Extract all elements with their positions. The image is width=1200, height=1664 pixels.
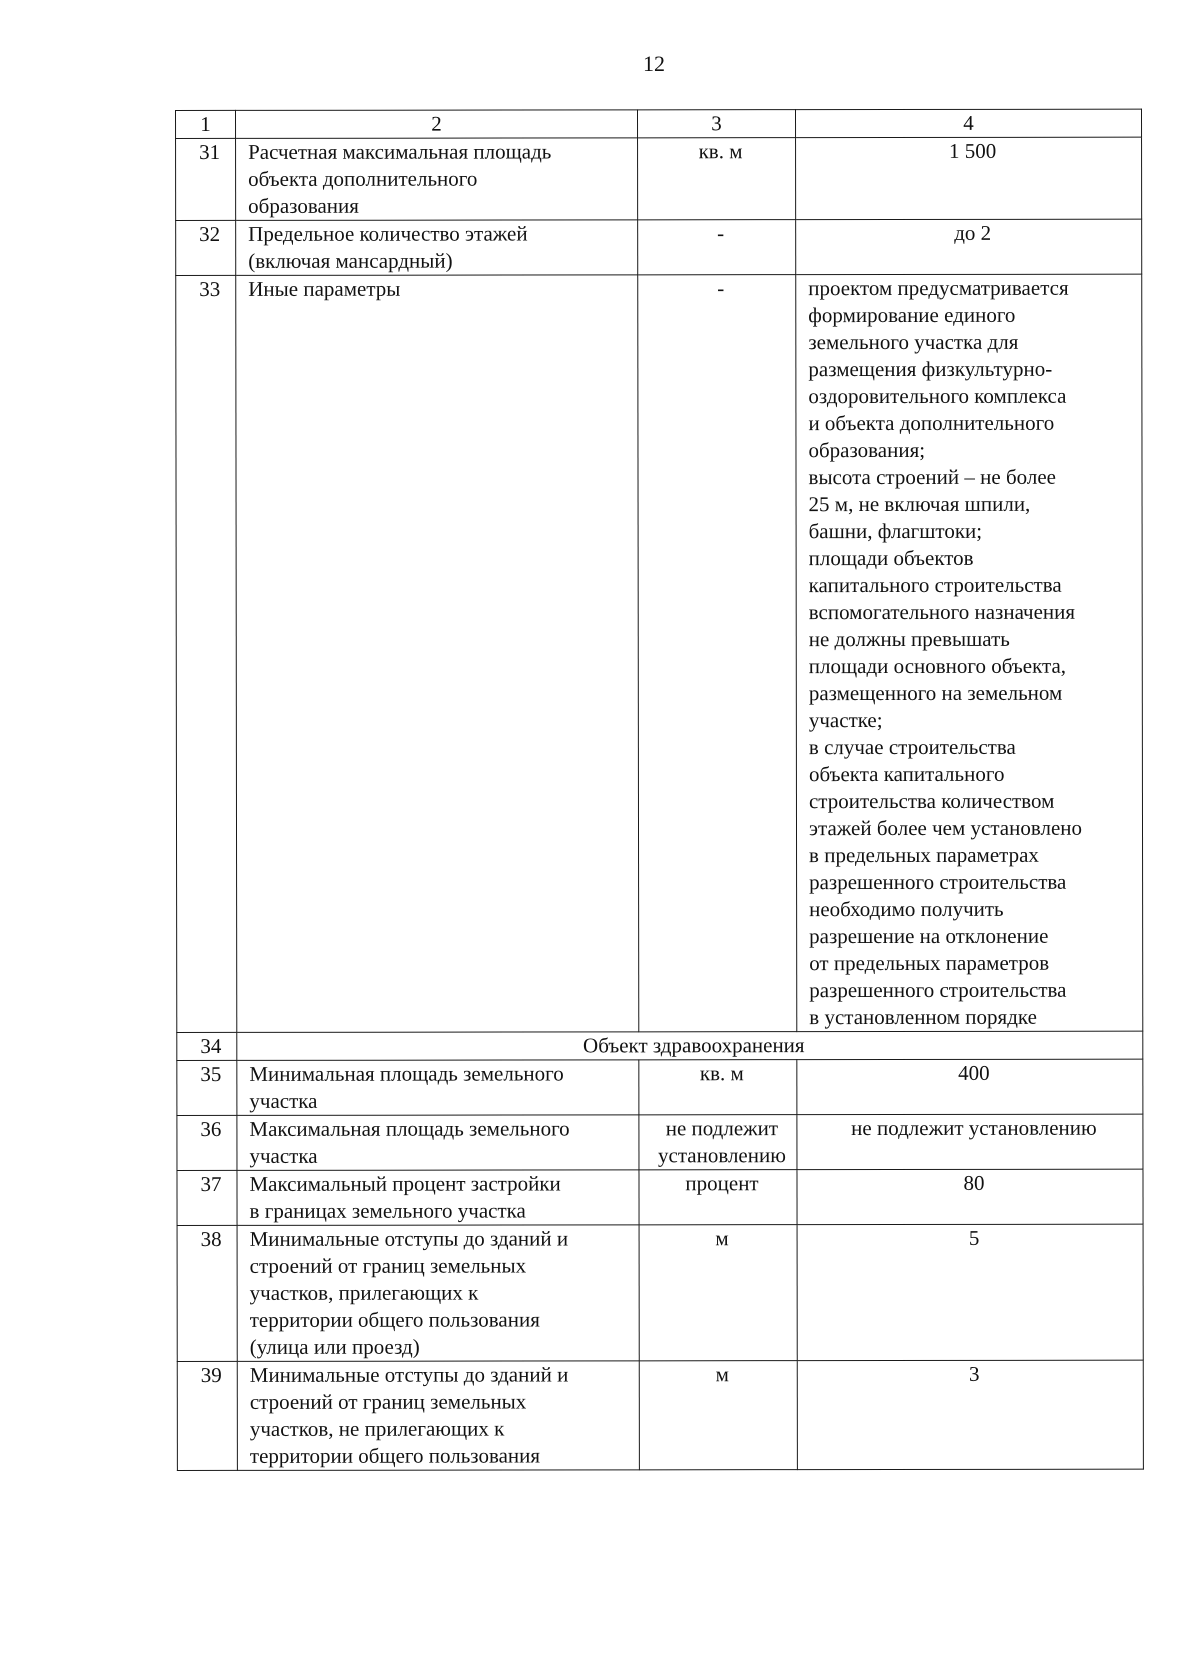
value-cell-line: в предельных параметрах xyxy=(809,842,1039,868)
value-cell xyxy=(796,274,1143,1031)
parameter-name xyxy=(236,138,638,221)
value-cell xyxy=(797,1169,1143,1224)
value-cell-line: разрешение на отклонение xyxy=(809,923,1049,949)
unit-cell xyxy=(639,1115,797,1170)
unit-cell-line: установлению xyxy=(657,1143,786,1168)
parameter-name-line: участков, прилегающих к xyxy=(249,1280,479,1305)
value-cell-line: оздоровительного комплекса xyxy=(808,383,1067,409)
value-cell-line: не подлежит установлению xyxy=(851,1115,1097,1141)
parameter-name xyxy=(237,1361,639,1471)
value-cell-line: 5 xyxy=(968,1225,980,1250)
header-cell-1: 1 xyxy=(176,110,236,138)
value-cell-line: капитального строительства xyxy=(808,572,1062,598)
parameter-name-line: Минимальная площадь земельного xyxy=(249,1061,564,1086)
value-cell-line: этажей более чем установлено xyxy=(808,815,1083,841)
unit-cell-line: м xyxy=(715,1362,729,1387)
unit-cell xyxy=(638,275,797,1032)
value-cell-line: не должны превышать xyxy=(808,626,1010,652)
row-number: 37 xyxy=(177,1170,237,1225)
unit-cell-line: кв. м xyxy=(698,139,743,164)
value-cell-line: объекта капитального xyxy=(808,761,1005,787)
parameter-name-line: территории общего пользования xyxy=(249,1443,541,1468)
row-number: 36 xyxy=(177,1115,237,1170)
row-number: 39 xyxy=(177,1361,237,1470)
value-cell-line: участке; xyxy=(808,708,883,733)
value-cell-line: образования; xyxy=(808,437,926,463)
table-row xyxy=(177,1114,1143,1170)
header-cell-3: 3 xyxy=(638,110,796,138)
parameter-name-line: (включая мансардный) xyxy=(248,248,453,273)
table-row xyxy=(177,1059,1143,1115)
value-cell-line: разрешенного строительства xyxy=(809,977,1067,1003)
table-row xyxy=(177,1031,1143,1060)
table-row xyxy=(176,274,1143,1032)
value-cell xyxy=(797,1059,1143,1114)
unit-cell xyxy=(639,1060,797,1115)
value-cell-line: земельного участка для xyxy=(808,329,1019,355)
value-cell-line: размещенного на земельном xyxy=(808,680,1063,706)
unit-cell-line: процент xyxy=(685,1171,759,1196)
parameter-name-line: образования xyxy=(248,193,359,218)
unit-cell-line: - xyxy=(717,221,725,246)
value-cell-line: площади объектов xyxy=(808,545,974,571)
value-cell-line: и объекта дополнительного xyxy=(808,410,1055,436)
parameter-name xyxy=(236,275,639,1033)
value-cell-line: разрешенного строительства xyxy=(809,869,1067,895)
parameter-name xyxy=(236,220,638,276)
value-cell-line: до 2 xyxy=(954,220,992,245)
row-number: 31 xyxy=(176,138,236,220)
unit-cell xyxy=(639,1361,797,1470)
parameter-name-line: Иные параметры xyxy=(248,276,401,301)
value-cell xyxy=(797,1360,1143,1469)
unit-cell-line: - xyxy=(717,276,725,301)
value-cell-line: площади основного объекта, xyxy=(808,653,1067,679)
unit-cell xyxy=(639,1225,797,1361)
parameter-name-line: участка xyxy=(249,1088,318,1113)
value-cell-line: 25 м, не включая шпили, xyxy=(808,491,1031,517)
parameter-name-line: Минимальные отступы до зданий и xyxy=(249,1226,569,1251)
parameter-name-line: в границах земельного участка xyxy=(249,1198,526,1223)
parameter-name-line: Максимальная площадь земельного xyxy=(249,1116,570,1141)
table-header-row xyxy=(176,109,1142,138)
unit-cell xyxy=(639,1170,797,1225)
value-cell-line: необходимо получить xyxy=(809,896,1004,922)
parameter-name-line: объекта дополнительного xyxy=(248,166,478,191)
row-number: 32 xyxy=(176,220,236,275)
value-cell-line: проектом предусматривается xyxy=(808,275,1069,301)
parameter-name-line: Минимальные отступы до зданий и xyxy=(249,1362,569,1387)
parameter-name-line: Максимальный процент застройки xyxy=(249,1171,561,1196)
parameter-name-line: строений от границ земельных xyxy=(249,1253,527,1278)
value-cell xyxy=(797,1224,1143,1360)
page-number: 12 xyxy=(643,51,665,76)
row-number: 33 xyxy=(176,275,237,1032)
unit-cell-line: не подлежит xyxy=(665,1116,779,1141)
value-cell-line: высота строений – не более xyxy=(808,464,1056,490)
parameter-name-line: территории общего пользования xyxy=(249,1307,540,1332)
parameter-name-line: (улица или проезд) xyxy=(249,1334,420,1359)
parameters-table xyxy=(175,109,1144,1471)
value-cell-line: 80 xyxy=(963,1170,985,1195)
row-number: 35 xyxy=(177,1060,237,1115)
value-cell-line: башни, флагштоки; xyxy=(808,518,983,544)
value-cell-line: 3 xyxy=(968,1361,980,1386)
value-cell-line: 400 xyxy=(958,1060,990,1085)
value-cell-line: в случае строительства xyxy=(808,734,1016,760)
value-cell-line: в установленном порядке xyxy=(809,1004,1037,1030)
parameter-name xyxy=(237,1060,639,1116)
value-cell-line: от предельных параметров xyxy=(809,950,1050,976)
parameter-name-line: строений от границ земельных xyxy=(249,1389,527,1414)
parameter-name-line: Предельное количество этажей xyxy=(248,221,528,246)
value-cell xyxy=(796,219,1142,274)
table-body xyxy=(176,137,1144,1470)
header-cell-2: 2 xyxy=(236,110,638,139)
row-number: 38 xyxy=(177,1225,237,1361)
table-row xyxy=(176,137,1142,220)
value-cell-line: строительства количеством xyxy=(808,788,1055,814)
section-title: Объект здравоохранения xyxy=(237,1031,1143,1060)
table-row xyxy=(177,1169,1143,1225)
row-number: 34 xyxy=(177,1032,237,1060)
unit-cell xyxy=(638,220,796,275)
unit-cell-line: кв. м xyxy=(699,1061,744,1086)
table-row xyxy=(176,219,1142,275)
value-cell xyxy=(796,137,1142,219)
unit-cell-line: м xyxy=(715,1226,729,1251)
parameter-name xyxy=(237,1225,639,1362)
parameter-name-line: участка xyxy=(249,1143,318,1168)
header-cell-4: 4 xyxy=(796,109,1142,137)
value-cell xyxy=(797,1114,1143,1169)
value-cell-line: 1 500 xyxy=(948,138,997,163)
parameter-name-line: Расчетная максимальная площадь xyxy=(248,139,552,164)
parameter-name xyxy=(237,1170,639,1226)
value-cell-line: размещения физкультурно- xyxy=(808,356,1053,382)
table-row xyxy=(177,1360,1143,1470)
value-cell-line: формирование единого xyxy=(808,302,1016,328)
parameter-name-line: участков, не прилегающих к xyxy=(249,1416,505,1441)
unit-cell xyxy=(638,138,796,220)
table-row xyxy=(177,1224,1143,1361)
value-cell-line: вспомогательного назначения xyxy=(808,599,1076,625)
parameter-name xyxy=(237,1115,639,1171)
